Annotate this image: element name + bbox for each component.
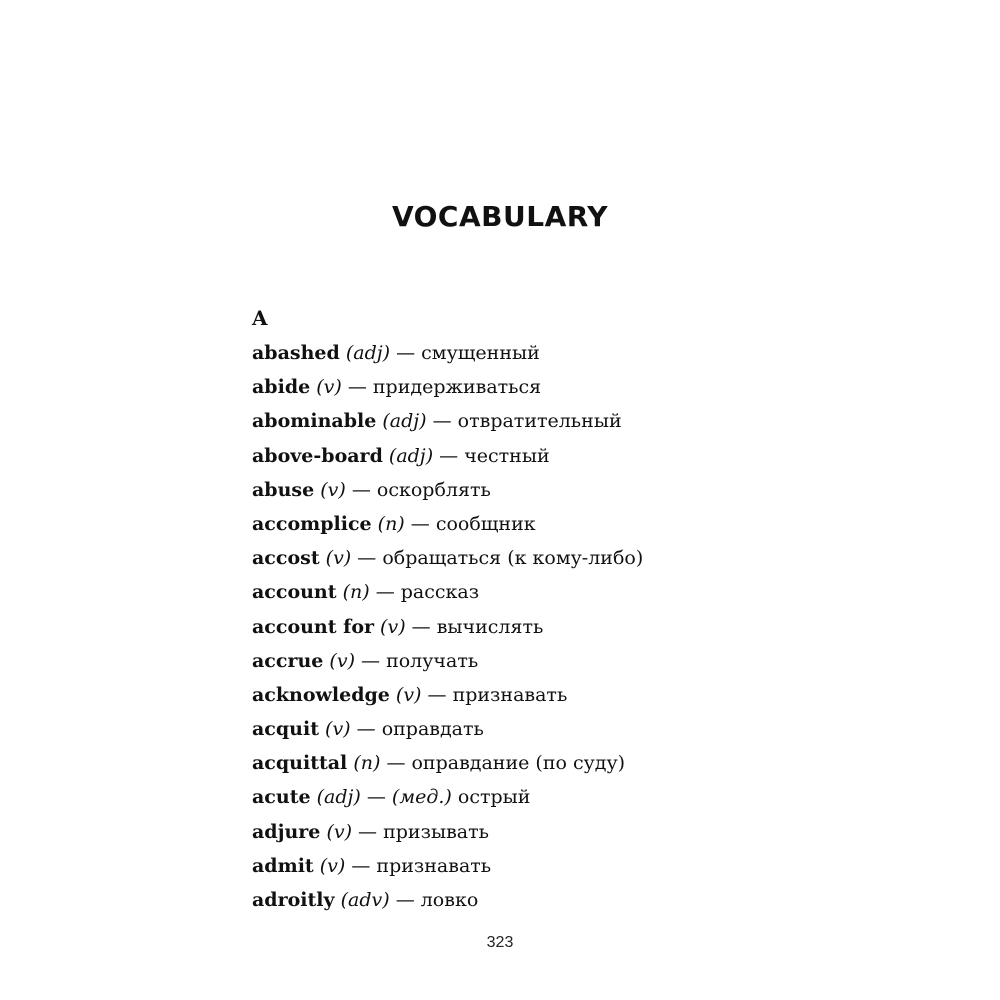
entry-word: acquittal: [252, 752, 348, 775]
entry-usage-note: (мед.): [391, 786, 452, 809]
entry-part-of-speech: (v): [325, 718, 351, 741]
entry-translation: придерживаться: [372, 376, 542, 399]
vocabulary-entry: [252, 610, 772, 644]
vocabulary-entry: [252, 370, 772, 404]
entry-translation: обращаться (к кому-либо): [382, 547, 644, 570]
entry-dash: —: [386, 752, 406, 775]
entry-dash: —: [396, 342, 416, 364]
vocabulary-entry: [252, 746, 772, 780]
entry-part-of-speech: (v): [329, 649, 355, 672]
entry-translation: острый: [457, 786, 531, 809]
vocabulary-list: [252, 336, 772, 917]
vocabulary-entry: [252, 507, 772, 541]
entry-dash: —: [358, 820, 378, 843]
vocabulary-entry: [252, 815, 772, 849]
vocabulary-entry: [252, 575, 772, 609]
entry-dash: —: [357, 547, 377, 570]
entry-translation: вычислять: [436, 615, 544, 638]
entry-part-of-speech: (adj): [316, 786, 361, 809]
entry-dash: —: [411, 615, 431, 638]
entry-part-of-speech: (v): [325, 547, 352, 570]
entry-part-of-speech: (adv): [340, 889, 390, 911]
entry-translation: ловко: [420, 889, 479, 911]
entry-dash: —: [366, 786, 386, 809]
vocabulary-entry: [252, 439, 772, 473]
entry-translation: получать: [386, 649, 479, 672]
entry-dash: —: [351, 854, 371, 877]
entry-translation: рассказ: [400, 581, 480, 604]
vocabulary-entry: [252, 541, 772, 575]
vocabulary-entry: [252, 644, 772, 678]
vocabulary-entry: [252, 883, 772, 917]
entry-dash: —: [361, 649, 381, 672]
entry-part-of-speech: (n): [377, 512, 405, 535]
entry-word: acquit: [252, 718, 319, 741]
entry-word: admit: [252, 854, 314, 877]
entry-part-of-speech: (v): [316, 376, 342, 399]
entry-translation: призывать: [383, 820, 489, 843]
page-title: VOCABULARY: [391, 200, 609, 233]
entry-translation: честный: [464, 444, 550, 467]
entry-translation: отвратительный: [457, 410, 622, 433]
entry-part-of-speech: (adj): [382, 410, 427, 433]
entry-part-of-speech: (v): [395, 683, 422, 706]
vocabulary-entry: [252, 780, 772, 814]
entry-word: accrue: [252, 649, 324, 672]
vocabulary-entry: [252, 336, 772, 370]
entry-word: acknowledge: [252, 683, 390, 706]
entry-part-of-speech: (adj): [345, 342, 391, 364]
vocabulary-entry: [252, 849, 772, 883]
entry-translation: оскорблять: [376, 478, 491, 501]
entry-dash: —: [439, 444, 459, 467]
entry-word: acute: [252, 786, 311, 809]
entry-word: abide: [252, 376, 311, 399]
vocabulary-entry: [252, 473, 772, 507]
entry-translation: признавать: [452, 683, 568, 706]
entry-dash: —: [410, 512, 430, 535]
entry-word: above-board: [252, 444, 383, 467]
entry-word: adjure: [252, 820, 321, 843]
vocabulary-entry: [252, 404, 772, 438]
entry-part-of-speech: (adj): [388, 444, 434, 467]
entry-word: account for: [252, 615, 374, 638]
entry-word: abominable: [252, 410, 377, 433]
entry-translation: смущенный: [421, 342, 540, 364]
entry-word: abashed: [252, 342, 340, 364]
entry-word: accomplice: [252, 512, 372, 535]
vocabulary-entry: [252, 678, 772, 712]
entry-dash: —: [356, 718, 376, 741]
entry-dash: —: [375, 581, 395, 604]
entry-part-of-speech: (v): [326, 820, 352, 843]
entry-part-of-speech: (n): [342, 581, 370, 604]
entry-dash: —: [351, 478, 371, 501]
vocabulary-entry: [252, 712, 772, 746]
entry-translation: сообщник: [435, 512, 536, 535]
entry-word: accost: [252, 547, 320, 570]
page-number: 323: [486, 934, 514, 951]
entry-word: abuse: [252, 478, 315, 501]
entry-translation: признавать: [376, 854, 492, 877]
entry-part-of-speech: (v): [320, 478, 346, 501]
entry-dash: —: [427, 683, 447, 706]
entry-dash: —: [347, 376, 367, 399]
entry-word: account: [252, 581, 337, 604]
entry-part-of-speech: (v): [380, 615, 406, 638]
entry-dash: —: [395, 889, 415, 911]
entry-translation: оправдать: [381, 718, 484, 741]
entry-part-of-speech: (n): [353, 752, 381, 775]
entry-translation: оправдание (по суду): [411, 752, 626, 775]
section-letter: A: [252, 306, 268, 330]
entry-dash: —: [432, 410, 452, 433]
entry-part-of-speech: (v): [319, 854, 346, 877]
entry-word: adroitly: [252, 889, 335, 911]
